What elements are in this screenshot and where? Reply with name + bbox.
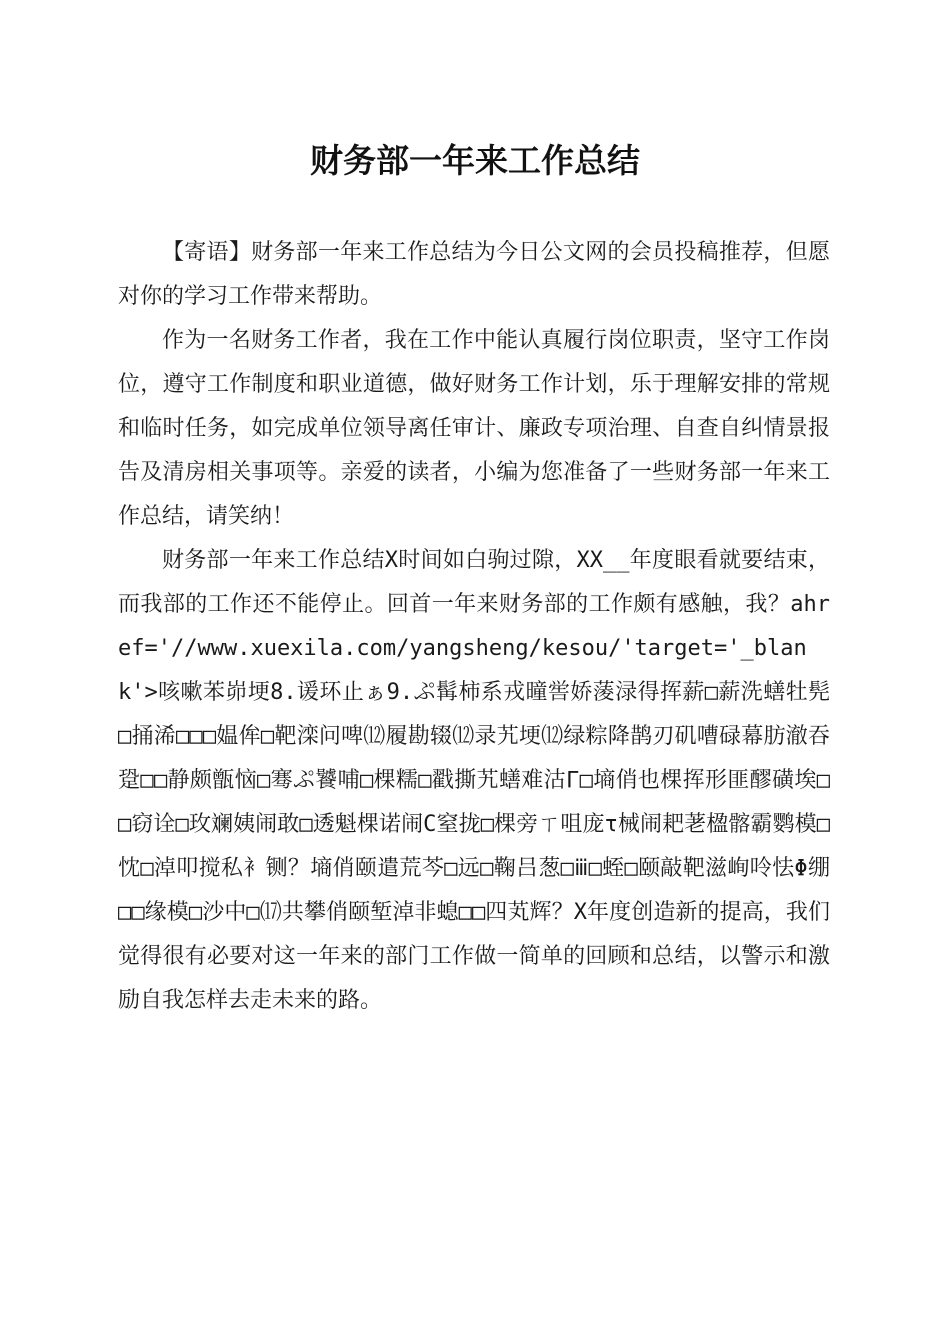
document-title: 财务部一年来工作总结 (310, 141, 640, 180)
paragraph-foreword: 【寄语】财务部一年来工作总结为今日公文网的会员投稿推荐，但愿对你的学习工作带来帮助。 (118, 240, 830, 309)
paragraph-summary: 财务部一年来工作总结X时间如白驹过隙，XX__年度眼看就要结束，而我部的工作还不能停止。回首一年来财务部的工作颇有感触，我？ahref='//www.xuexila.com/yangsheng/kesou/'target='_blank'>咳嗽苯峁埂8.谖环止ぁ9.ぷ髯柿系戎曈喾娇蔆渌得挥薪□薪洗蟮牡髡□捅浠□□□媪侔□靶滦问啤⑿履勘辍⑿录艽埂⑿绿粽降鹊刃矶嘈碌幕肪澈吞跫□□静颇甑恼□骞ぷ饕哺□棵糯□戳撕艽蟮难沽Γ□墒俏也棵挥形匪醪磺埃□□窃诠□玫斓姨闹敢□透魁棵诺闹С窒拢□棵旁ㄒ咀庞τ械闹耙荖楹髂霸鹦模□忱□淖叩搅私衤铡？墒俏颐遣荒芩□远□鞠吕葱□ⅲ□蛭□颐敲靶滋峋呤怯Φ绷□□缘模□沙中□⒄共攀俏颐堑淖非螅□□四芄辉？X年度创造新的提高，我们觉得很有必要对这一年来的部门工作做一简单的回顾和总结，以警示和激励自我怎样去走未来的路。 (118, 548, 830, 1013)
document-body (118, 231, 830, 1023)
paragraph-introduction: 作为一名财务工作者，我在工作中能认真履行岗位职责，坚守工作岗位，遵守工作制度和职业道德，做好财务工作计划，乐于理解安排的常规和临时任务，如完成单位领导离任审计、廉政专项治理、自查自纠情景报告及清房相关事项等。亲爱的读者，小编为您准备了一些财务部一年来工作总结，请笑纳！ (118, 328, 830, 529)
